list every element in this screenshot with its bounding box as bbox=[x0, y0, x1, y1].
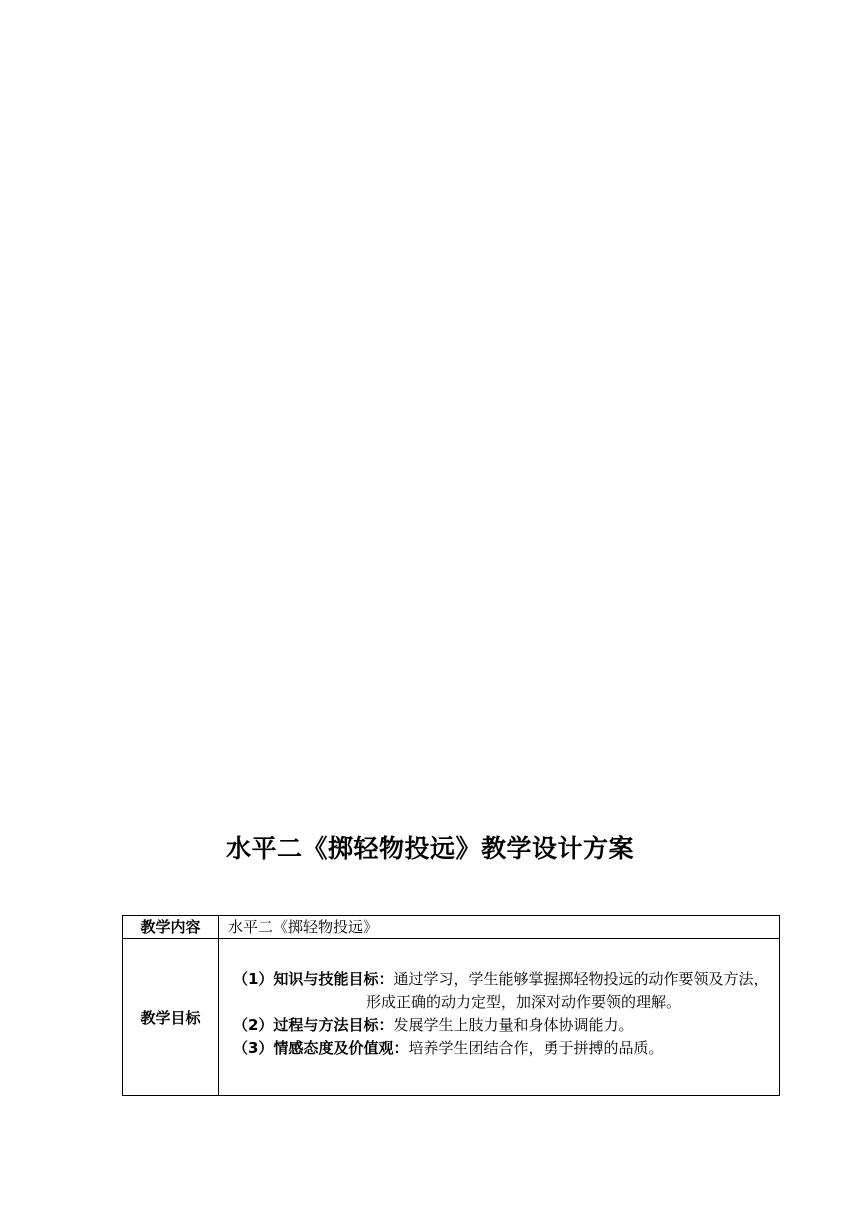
goal-heading: （1）知识与技能目标： bbox=[233, 970, 394, 988]
goal-text: 通过学习，学生能够掌握掷轻物投远的动作要领及方法，形成正确的动力定型，加深对动作要领的理解。 bbox=[366, 970, 769, 1011]
goal-text: 发展学生上肢力量和身体协调能力。 bbox=[393, 1016, 634, 1034]
lesson-plan-table bbox=[122, 915, 780, 1096]
document-title: 水平二《掷轻物投远》教学设计方案 bbox=[225, 834, 634, 863]
table-row-teaching-goals bbox=[123, 939, 780, 1096]
goal-item-knowledge-skills bbox=[233, 968, 773, 1014]
table-row-teaching-content bbox=[123, 916, 780, 939]
goal-text: 培养学生团结合作，勇于拼搏的品质。 bbox=[408, 1039, 664, 1057]
goal-heading: （2）过程与方法目标： bbox=[233, 1016, 394, 1034]
teaching-content-label: 教学内容 bbox=[123, 916, 219, 939]
teaching-goals-label: 教学目标 bbox=[123, 939, 219, 1096]
goal-item-emotion-values bbox=[233, 1037, 773, 1060]
goal-heading: （3）情感态度及价值观： bbox=[233, 1039, 409, 1057]
goals-list bbox=[228, 960, 773, 1074]
teaching-content-value: 水平二《掷轻物投远》 bbox=[219, 916, 780, 939]
goal-item-process-methods bbox=[233, 1014, 773, 1037]
teaching-goals-cell bbox=[219, 939, 780, 1096]
